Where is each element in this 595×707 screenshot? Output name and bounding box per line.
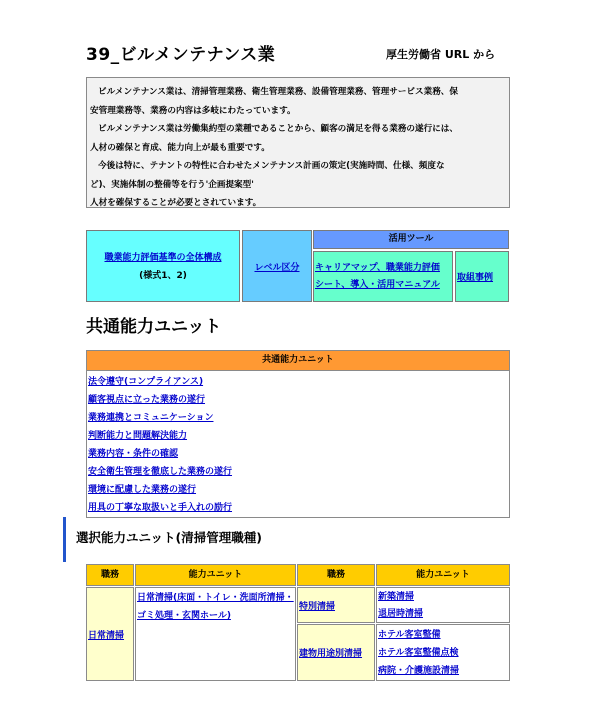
common-item-link[interactable]: 安全衛生管理を徹底した業務の遂行 <box>88 467 233 477</box>
career-link-line1[interactable]: キャリアマップ、職業能力評価 <box>315 263 440 273</box>
framework-note: (様式1、2) <box>139 271 187 281</box>
framework-cell <box>86 230 240 302</box>
page-title: 39_ビルメンテナンス業 <box>86 45 276 65</box>
common-table <box>86 350 510 518</box>
tool-header: 活用ツール <box>313 230 509 249</box>
cases-cell <box>455 251 509 302</box>
common-item-link[interactable]: 環境に配慮した業務の遂行 <box>88 485 197 495</box>
facility-unit-link[interactable]: 病院・介護施設清掃 <box>378 666 460 676</box>
level-link[interactable]: レベル区分 <box>254 262 300 273</box>
common-table-header: 共通能力ユニット <box>87 351 509 371</box>
common-heading: 共通能力ユニット <box>86 317 222 337</box>
intro-line: ビルメンテナンス業は、清掃管理業務、衛生管理業務、設備管理業務、管理サービス業務、保 <box>98 87 458 97</box>
level-cell <box>242 230 312 302</box>
career-link-line2[interactable]: シート、導入・活用マニュアル <box>315 280 440 290</box>
daily-units-link-line2[interactable]: ゴミ処理・玄関ホール) <box>137 611 231 621</box>
daily-job-cell <box>86 587 134 681</box>
facility-job-link[interactable]: 建物用途別清掃 <box>299 649 363 659</box>
daily-units-cell <box>135 587 296 681</box>
common-item-link[interactable]: 法令遵守(コンプライアンス) <box>88 377 204 387</box>
common-item-link[interactable]: 顧客視点に立った業務の遂行 <box>88 395 206 405</box>
col-unit2-header: 能力ユニット <box>376 564 510 586</box>
special-units-cell <box>376 587 510 623</box>
col-unit-header: 能力ユニット <box>135 564 296 586</box>
common-item-link[interactable]: 業務内容・条件の確認 <box>88 449 179 459</box>
facility-job-cell <box>297 624 375 681</box>
col-job2-header: 職務 <box>297 564 375 586</box>
section-accent-bar <box>63 517 66 562</box>
special-unit-link[interactable]: 退居時清掃 <box>378 609 424 619</box>
daily-units-link-line1[interactable]: 日常清掃(床面・トイレ・洗面所清掃・ <box>137 593 294 603</box>
intro-line: ど)、実施体制の整備等を行う'企画提案型' <box>90 179 254 190</box>
framework-link[interactable]: 職業能力評価基準の全体構成 <box>104 253 222 263</box>
facility-unit-link[interactable]: ホテル客室整備 <box>378 630 441 640</box>
facility-unit-link[interactable]: ホテル客室整備点検 <box>378 648 459 658</box>
common-item-link[interactable]: 判断能力と問題解決能力 <box>88 431 188 441</box>
intro-line: 今後は特に、テナントの特性に合わせたメンテナンス計画の策定(実施時間、仕様、頻度な <box>98 161 445 171</box>
daily-job-link[interactable]: 日常清掃 <box>88 630 125 641</box>
intro-line: 人材を確保することが必要とされています。 <box>90 198 262 208</box>
special-job-cell <box>297 587 375 623</box>
intro-box <box>86 77 510 208</box>
cases-link[interactable]: 取組事例 <box>457 273 494 283</box>
career-cell <box>313 251 453 302</box>
common-list <box>88 373 232 517</box>
selection-heading: 選択能力ユニット(清掃管理職種) <box>76 530 262 545</box>
special-job-link[interactable]: 特別清掃 <box>299 601 336 612</box>
common-item-link[interactable]: 業務連携とコミュニケーション <box>88 413 214 423</box>
source-note: 厚生労働省 URL から <box>386 48 496 61</box>
intro-line: ビルメンテナンス業は労働集約型の業種であることから、顧客の満足を得る業務の遂行には、 <box>98 124 458 134</box>
special-unit-link[interactable]: 新築清掃 <box>378 592 415 602</box>
facility-units-cell <box>376 624 510 681</box>
intro-line: 安管理業務等、業務の内容は多岐にわたっています。 <box>90 105 296 116</box>
col-job-header: 職務 <box>86 564 134 586</box>
intro-line: 人材の確保と育成、能力向上が最も重要です。 <box>90 142 270 153</box>
common-item-link[interactable]: 用具の丁寧な取扱いと手入れの励行 <box>88 503 233 513</box>
